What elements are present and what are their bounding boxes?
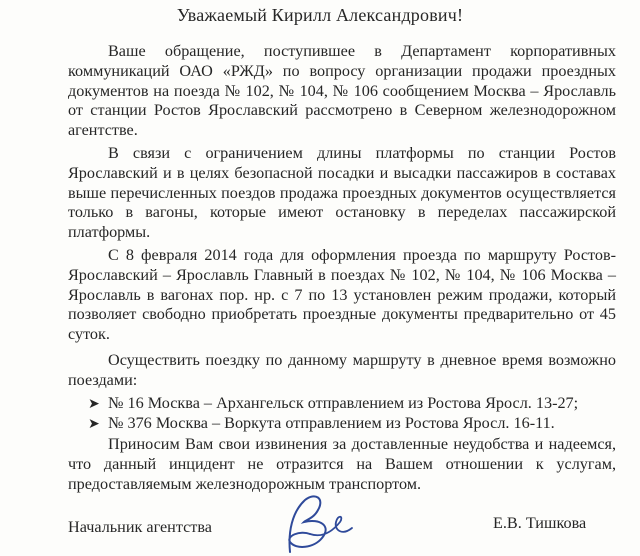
paragraph-day-trains: Осуществить поездку по данному маршруту в дневное время возможно поездами: (68, 350, 616, 389)
arrow-bullet-icon: ➤ (88, 417, 100, 433)
list-item (68, 414, 616, 435)
salutation: Уважаемый Кирилл Александрович! (176, 5, 464, 25)
list-item (68, 394, 616, 415)
paragraph-request: Ваше обращение, поступившее в Департамент корпоративных коммуникаций ОАО «РЖД» по вопросу организации продажи проездных документов на поезда № 102, № 104, № 106 сообщением Москва – Ярославль от станции Ростов Ярославский рассмотрено в Северном железнодорожном агентстве. (68, 42, 616, 140)
handwritten-signature-icon (270, 492, 360, 556)
signer-position: Начальник агентства (68, 518, 212, 536)
arrow-bullet-icon: ➤ (88, 396, 100, 412)
train-16-text: № 16 Москва – Архангельск отправлением из Ростова Яросл. 13-27; (108, 393, 579, 412)
paragraph-apology: Приносим Вам свои извинения за доставленные неудобства и надеемся, что данный инцидент не отразится на Вашем отношении к услугам, предоставляемым железнодорожным транспортом. (68, 435, 616, 493)
paragraph-sale-mode: С 8 февраля 2014 года для оформления проезда по маршруту Ростов-Ярославский – Ярославль Главный в поездах № 102, № 104, № 106 Москва – Ярославль в вагонах пор. нр. с 7 по 13 установлен режим продажи, который позволяет свободно приобретать проездные документы предварительно от 45 суток. (68, 245, 616, 344)
letter-body (68, 42, 616, 498)
paragraph-platform-limit: В связи с ограничением длины платформы по станции Ростов Ярославский и в целях безопасной посадки и высадки пассажиров в составах выше перечисленных поездов продажа проездных документов осуществляется только в вагоны, которые имеют остановку в переделах пассажирской платформы. (68, 143, 616, 242)
signer-name: Е.В. Тишкова (493, 514, 587, 532)
train-376-text: № 376 Москва – Воркута отправлением из Ростова Яросл. 16-11. (108, 414, 555, 433)
train-list (68, 394, 616, 436)
